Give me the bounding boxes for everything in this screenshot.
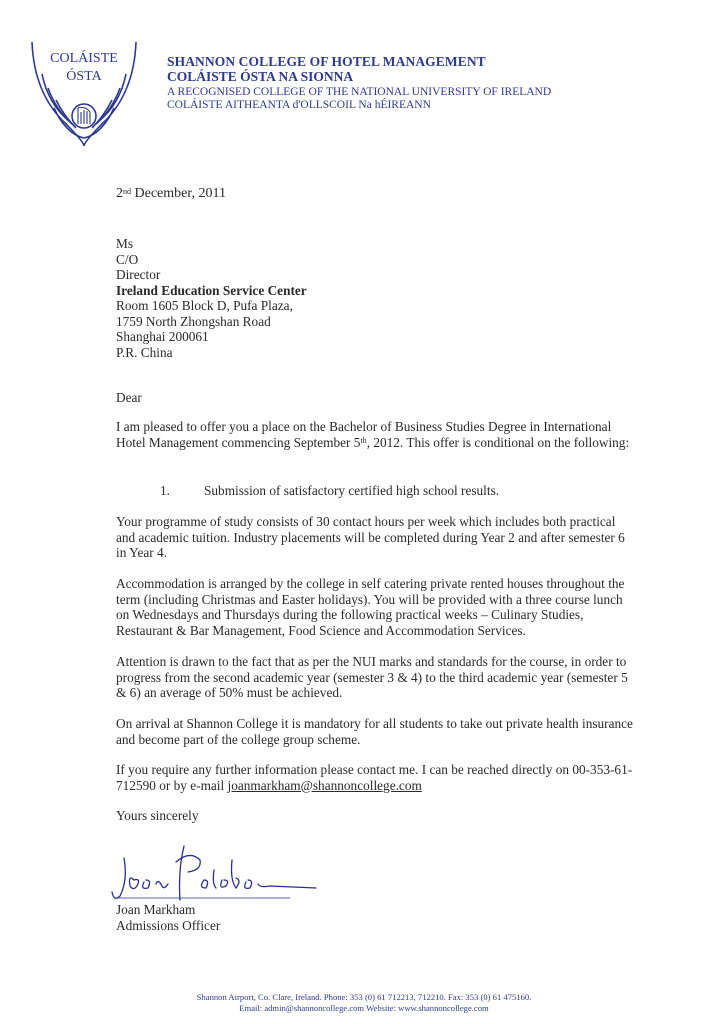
signatory bbox=[116, 902, 220, 933]
offer-sup: th bbox=[360, 435, 367, 445]
list-text: Submission of satisfactory certified high school results. bbox=[204, 483, 500, 498]
email-link[interactable]: joanmarkham@shannoncollege.com bbox=[227, 777, 422, 793]
paragraph-contact bbox=[116, 762, 636, 793]
signatory-title: Admissions Officer bbox=[116, 917, 221, 933]
recognition-line-irish: COLÁISTE AITHEANTA d'OLLSCOIL Na hÉIREANN bbox=[167, 99, 431, 111]
address-role: Director bbox=[116, 267, 161, 282]
crest-text-top: COLÁISTE bbox=[50, 51, 118, 66]
paragraph-accommodation: Accommodation is arranged by the college in self catering private rented houses throughout the term (including Christmas and Easter holidays). You will be provided with a three course lunch on Wednesdays and Thursdays during the following practical weeks – Culinary Studies, Restaurant & Bar Management, Food Science and Accommodation Services. bbox=[116, 576, 625, 638]
date-suffix: nd bbox=[123, 187, 131, 196]
condition-list-item bbox=[160, 483, 499, 499]
date-day: 2 bbox=[116, 186, 123, 201]
greeting: Dear bbox=[116, 390, 142, 405]
offer-text-a: I am pleased to offer you a place on the Bachelor of Business Studies Degree in International Hotel Management commencing September 5 bbox=[116, 419, 612, 450]
closing: Yours sincerely bbox=[116, 808, 199, 823]
signatory-name: Joan Markham bbox=[116, 902, 196, 917]
paragraph-offer bbox=[116, 419, 636, 450]
letterhead bbox=[167, 54, 551, 112]
crest-text-bottom: ÓSTA bbox=[66, 69, 102, 84]
address-org: Ireland Education Service Center bbox=[116, 282, 307, 298]
contact-text: If you require any further information please contact me. I can be reached directly on 00-353-61-712590 or by e-mail bbox=[116, 762, 633, 793]
recipient-address bbox=[116, 236, 307, 360]
address-line3: Shanghai 200061 bbox=[116, 329, 209, 344]
handwritten-signature bbox=[110, 840, 322, 910]
address-line2: 1759 North Zhongshan Road bbox=[116, 313, 271, 329]
college-name: SHANNON COLLEGE OF HOTEL MANAGEMENT bbox=[167, 54, 486, 69]
recognition-line: A RECOGNISED COLLEGE OF THE NATIONAL UNIVERSITY OF IRELAND bbox=[167, 86, 552, 98]
address-line1: Room 1605 Block D, Pufa Plaza, bbox=[116, 298, 293, 313]
letter-footer bbox=[0, 992, 728, 1014]
paragraph-attention: Attention is drawn to the fact that as per the NUI marks and standards for the course, in order to progress from the second academic year (semester 3 & 4) to the third academic year (semester 5 & 6) an average of 50% must be achieved. bbox=[116, 654, 628, 700]
address-co: C/O bbox=[116, 251, 139, 267]
footer-contact: Email: admin@shannoncollege.com Website: www.shannoncollege.com bbox=[239, 1003, 489, 1013]
paragraph-insurance: On arrival at Shannon College it is mandatory for all students to take out private health insurance and become part of the college group scheme. bbox=[116, 716, 633, 747]
college-name-irish: COLÁISTE ÓSTA NA SIONNA bbox=[167, 69, 354, 84]
list-number: 1. bbox=[160, 483, 170, 498]
letter-date bbox=[116, 186, 226, 202]
footer-address: Shannon Airport, Co. Clare, Ireland. Phone: 353 (0) 61 712213, 712210. Fax: 353 (0) 61 475160. bbox=[196, 992, 532, 1002]
address-title: Ms bbox=[116, 236, 133, 251]
address-line4: P.R. China bbox=[116, 344, 173, 360]
offer-text-b: , 2012. This offer is conditional on the following: bbox=[366, 434, 630, 450]
paragraph-programme: Your programme of study consists of 30 contact hours per week which includes both practical and academic tuition. Industry placements will be completed during Year 2 and after semester 6 in Year 4. bbox=[116, 514, 625, 560]
date-rest: December, 2011 bbox=[131, 186, 226, 201]
college-crest-logo bbox=[26, 34, 142, 150]
